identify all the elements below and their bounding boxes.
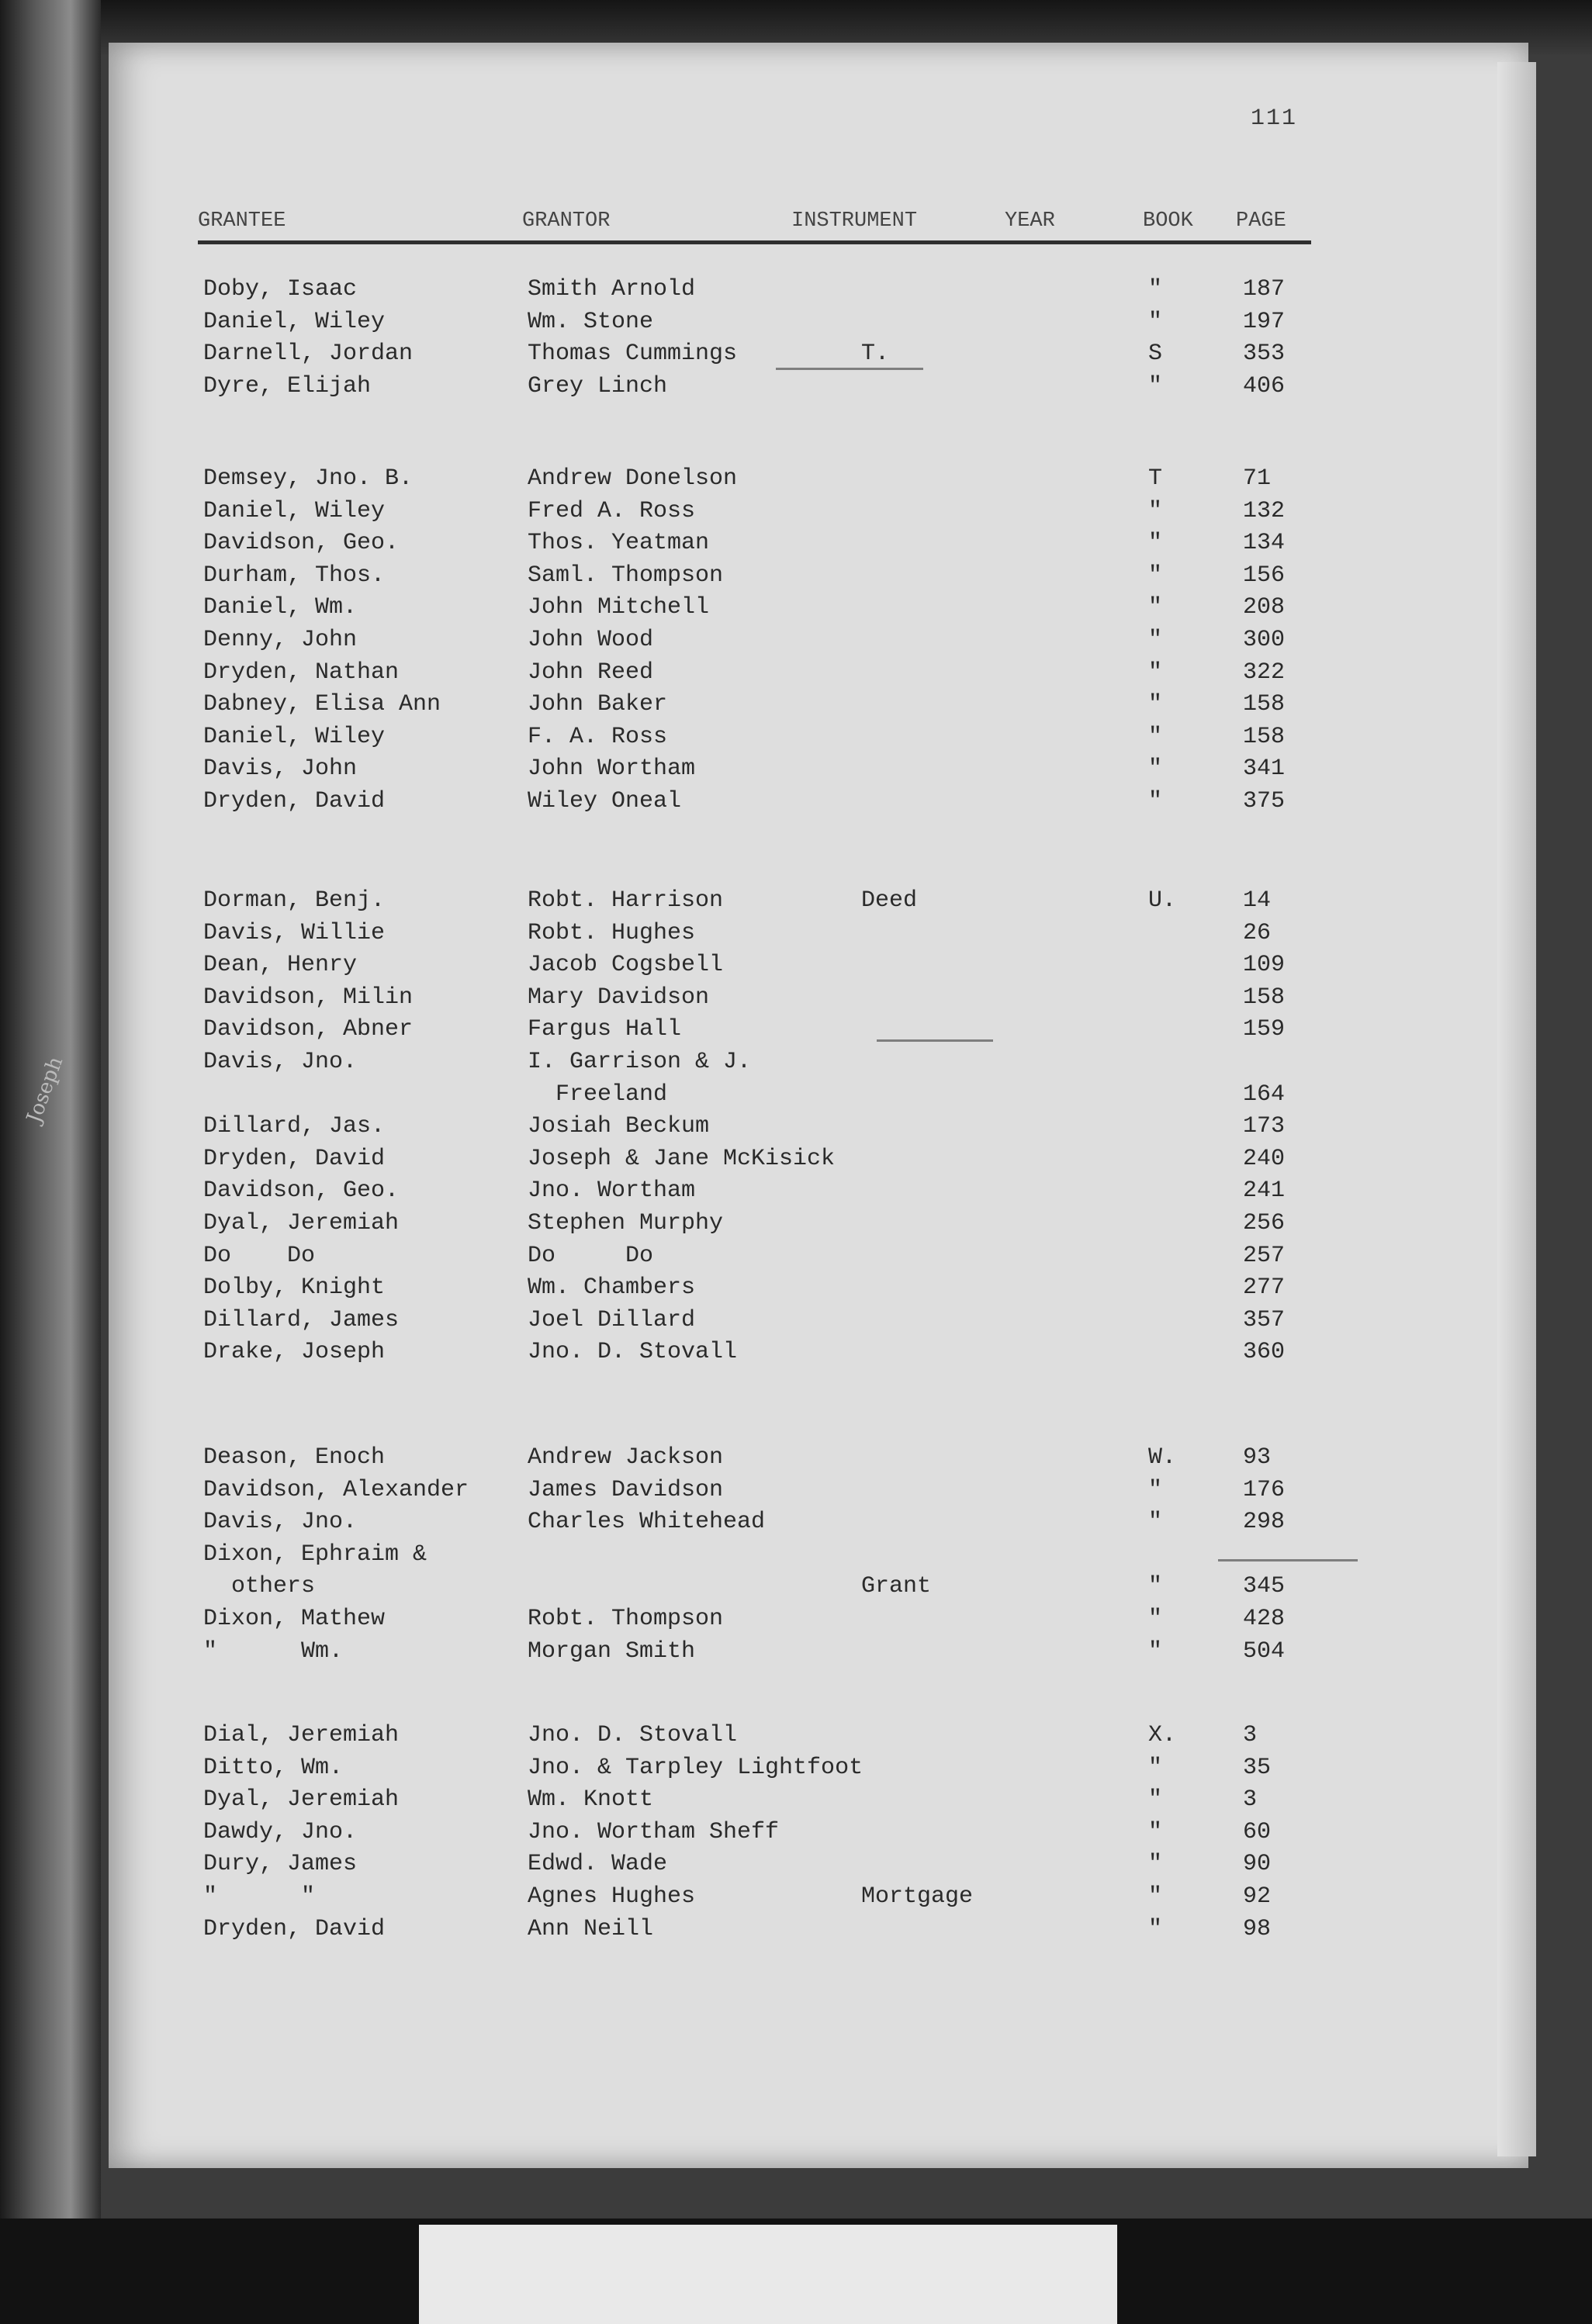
entry-page: 298 — [1243, 1509, 1286, 1536]
table-row — [0, 1339, 1592, 1370]
entry-grantor: John Mitchell — [528, 594, 710, 621]
table-row — [0, 1638, 1592, 1669]
entry-grantee: Ditto, Wm. — [203, 1754, 344, 1781]
entry-book: " — [1148, 1851, 1163, 1878]
entry-page: 256 — [1243, 1210, 1286, 1236]
entry-grantee: Deason, Enoch — [203, 1444, 386, 1471]
entry-page: 173 — [1243, 1113, 1286, 1140]
entry-grantee: Daniel, Wm. — [203, 594, 358, 621]
table-row — [0, 691, 1592, 722]
entry-book: U. — [1148, 887, 1177, 914]
table-row — [0, 1081, 1592, 1112]
entry-grantor: Jno. D. Stovall — [528, 1339, 738, 1366]
entry-grantee: Dryden, Nathan — [203, 659, 400, 686]
entry-book: " — [1148, 1509, 1163, 1536]
entry-grantor: Robt. Harrison — [528, 887, 724, 914]
entry-grantor: Grey Linch — [528, 372, 668, 399]
entry-grantee: Davis, Jno. — [203, 1509, 358, 1536]
entry-page: 357 — [1243, 1306, 1286, 1333]
entry-page: 277 — [1243, 1274, 1286, 1302]
entry-grantor: Mary Davidson — [528, 984, 710, 1011]
entry-grantor: Thomas Cummings — [528, 341, 738, 368]
entry-page: 300 — [1243, 627, 1286, 653]
entry-grantor: Wm. Stone — [528, 308, 654, 335]
entry-grantee: Dryden, David — [203, 1145, 386, 1172]
table-row — [0, 1016, 1592, 1047]
table-row — [0, 984, 1592, 1015]
entry-page: 353 — [1243, 341, 1286, 368]
table-row — [0, 1541, 1592, 1572]
entry-grantor: Do Do — [528, 1242, 654, 1269]
entry-page: 159 — [1243, 1016, 1286, 1043]
entry-page: 26 — [1243, 919, 1272, 946]
table-row — [0, 659, 1592, 690]
table-row — [0, 276, 1592, 307]
entry-grantee: Daniel, Wiley — [203, 723, 386, 750]
entry-grantor: Charles Whitehead — [528, 1509, 766, 1536]
entry-grantee: Davis, Jno. — [203, 1049, 358, 1075]
entry-grantee: Dixon, Ephraim & — [203, 1541, 427, 1568]
table-row — [0, 1274, 1592, 1306]
pencil-mark — [877, 1039, 993, 1042]
entry-book: " — [1148, 1883, 1163, 1910]
entry-grantor: Freeland — [528, 1081, 668, 1108]
entry-page: 60 — [1243, 1818, 1272, 1845]
entry-grantor: Robt. Thompson — [528, 1606, 724, 1632]
header-grantor: GRANTOR — [522, 209, 611, 233]
table-row — [0, 1851, 1592, 1882]
header-grantee: GRANTEE — [198, 209, 286, 233]
entry-grantor: John Wood — [528, 627, 654, 653]
table-row — [0, 1477, 1592, 1508]
entry-book: W. — [1148, 1444, 1177, 1471]
table-row — [0, 1113, 1592, 1144]
entry-grantee: Dabney, Elisa Ann — [203, 691, 441, 718]
entry-grantor: Fred A. Ross — [528, 497, 696, 524]
entry-grantor: F. A. Ross — [528, 723, 668, 750]
entry-grantee: Dyal, Jeremiah — [203, 1210, 400, 1236]
table-row — [0, 1722, 1592, 1753]
entry-grantor: Andrew Donelson — [528, 465, 738, 492]
entry-grantor: Agnes Hughes — [528, 1883, 696, 1910]
entry-book: " — [1148, 691, 1163, 718]
entry-book: " — [1148, 1606, 1163, 1632]
entry-page: 345 — [1243, 1573, 1286, 1600]
entry-book: " — [1148, 1476, 1163, 1503]
entry-grantee: Durham, Thos. — [203, 562, 386, 589]
table-row — [0, 530, 1592, 561]
entry-grantor: Edwd. Wade — [528, 1851, 668, 1878]
entry-book: " — [1148, 372, 1163, 399]
entry-grantor: Jno. D. Stovall — [528, 1722, 738, 1748]
entry-grantee: Dillard, Jas. — [203, 1113, 386, 1140]
entry-page: 3 — [1243, 1722, 1258, 1748]
entry-page: 93 — [1243, 1444, 1272, 1471]
entry-book: S — [1148, 341, 1163, 368]
entry-grantee: Dryden, David — [203, 1915, 386, 1942]
pencil-mark — [1218, 1559, 1358, 1561]
entry-book: " — [1148, 1818, 1163, 1845]
entry-book: " — [1148, 627, 1163, 653]
entry-page: 341 — [1243, 756, 1286, 783]
entry-grantor: Jacob Cogsbell — [528, 952, 724, 979]
entry-page: 406 — [1243, 372, 1286, 399]
entry-book: " — [1148, 723, 1163, 750]
entry-grantee: Dillard, James — [203, 1306, 400, 1333]
header-page: PAGE — [1236, 209, 1286, 233]
entry-grantee: Davidson, Geo. — [203, 1178, 400, 1205]
entry-grantor: Robt. Hughes — [528, 919, 696, 946]
entry-page: 257 — [1243, 1242, 1286, 1269]
entry-page: 90 — [1243, 1851, 1272, 1878]
entry-grantee: Davidson, Alexander — [203, 1476, 469, 1503]
entry-page: 158 — [1243, 723, 1286, 750]
entry-page: 241 — [1243, 1178, 1286, 1205]
entry-book: " — [1148, 756, 1163, 783]
entry-grantee: Daniel, Wiley — [203, 308, 386, 335]
entry-grantor: Stephen Murphy — [528, 1210, 724, 1236]
header-instrument: INSTRUMENT — [791, 209, 918, 233]
entry-book: " — [1148, 276, 1163, 303]
table-row — [0, 1819, 1592, 1850]
entry-grantor: Jno. & Tarpley Lightfoot — [528, 1754, 863, 1781]
entry-grantee: Dolby, Knight — [203, 1274, 386, 1302]
entry-grantee: Dean, Henry — [203, 952, 358, 979]
entry-book: " — [1148, 1638, 1163, 1665]
entry-grantee: Denny, John — [203, 627, 358, 653]
entry-book: " — [1148, 1754, 1163, 1781]
entry-grantee: Do Do — [203, 1242, 316, 1269]
entry-grantor: Fargus Hall — [528, 1016, 682, 1043]
entry-grantor: Saml. Thompson — [528, 562, 724, 589]
entry-instrument: Deed — [861, 887, 918, 914]
entry-grantee: Davidson, Geo. — [203, 530, 400, 557]
entry-grantee: Davidson, Abner — [203, 1016, 414, 1043]
entry-grantor: Jno. Wortham Sheff — [528, 1818, 780, 1845]
table-row — [0, 1606, 1592, 1637]
table-row — [0, 1786, 1592, 1817]
entry-page: 35 — [1243, 1754, 1272, 1781]
entry-grantor: Andrew Jackson — [528, 1444, 724, 1471]
entry-grantee: Darnell, Jordan — [203, 341, 414, 368]
table-row — [0, 1509, 1592, 1540]
entry-book: " — [1148, 1573, 1163, 1600]
entry-page: 132 — [1243, 497, 1286, 524]
entry-grantor: Jno. Wortham — [528, 1178, 696, 1205]
entry-book: " — [1148, 659, 1163, 686]
table-row — [0, 952, 1592, 983]
entry-book: X. — [1148, 1722, 1177, 1748]
table-row — [0, 1146, 1592, 1177]
entry-instrument: Grant — [861, 1573, 932, 1600]
entry-book: " — [1148, 788, 1163, 814]
table-row — [0, 1755, 1592, 1786]
entry-book: " — [1148, 497, 1163, 524]
entry-grantor: Smith Arnold — [528, 276, 696, 303]
entry-grantor: Wiley Oneal — [528, 788, 682, 814]
entry-grantor: Morgan Smith — [528, 1638, 696, 1665]
entry-grantee: Dixon, Mathew — [203, 1606, 386, 1632]
bottom-card — [419, 2225, 1117, 2324]
entry-book: " — [1148, 1915, 1163, 1942]
entry-grantee: Dyre, Elijah — [203, 372, 372, 399]
entry-grantee: Davidson, Milin — [203, 984, 414, 1011]
entry-grantee: Dawdy, Jno. — [203, 1818, 358, 1845]
entry-page: 156 — [1243, 562, 1286, 589]
page-number: 111 — [1251, 105, 1298, 132]
entry-grantor: John Baker — [528, 691, 668, 718]
entry-grantor: Joseph & Jane McKisick — [528, 1145, 836, 1172]
entry-grantee: others — [203, 1573, 316, 1600]
entry-page: 3 — [1243, 1786, 1258, 1814]
entry-grantee: Davis, John — [203, 756, 358, 783]
entry-grantee: " " — [203, 1883, 316, 1910]
entry-book: " — [1148, 562, 1163, 589]
entry-page: 164 — [1243, 1081, 1286, 1108]
entry-page: 322 — [1243, 659, 1286, 686]
table-row — [0, 920, 1592, 951]
entry-page: 360 — [1243, 1339, 1286, 1366]
entry-grantee: " Wm. — [203, 1638, 344, 1665]
entry-grantee: Daniel, Wiley — [203, 497, 386, 524]
entry-page: 71 — [1243, 465, 1272, 492]
entry-book: " — [1148, 530, 1163, 557]
margin-note: Joseph — [22, 1053, 68, 1126]
table-row — [0, 562, 1592, 593]
entry-grantor: Wm. Knott — [528, 1786, 654, 1814]
table-row — [0, 627, 1592, 658]
table-row — [0, 1049, 1592, 1080]
entry-grantor: Josiah Beckum — [528, 1113, 710, 1140]
entry-page: 197 — [1243, 308, 1286, 335]
entry-page: 98 — [1243, 1915, 1272, 1942]
table-row — [0, 309, 1592, 340]
entry-page: 134 — [1243, 530, 1286, 557]
entry-page: 240 — [1243, 1145, 1286, 1172]
entry-grantor: John Wortham — [528, 756, 696, 783]
entry-grantee: Dial, Jeremiah — [203, 1722, 400, 1748]
table-row — [0, 594, 1592, 625]
entry-instrument: T. — [861, 341, 890, 368]
table-row — [0, 465, 1592, 496]
table-row — [0, 1444, 1592, 1475]
entry-page: 187 — [1243, 276, 1286, 303]
entry-page: 92 — [1243, 1883, 1272, 1910]
entry-grantee: Doby, Isaac — [203, 276, 358, 303]
table-row — [0, 1573, 1592, 1604]
table-row — [0, 756, 1592, 787]
entry-instrument: Mortgage — [861, 1883, 974, 1910]
entry-page: 208 — [1243, 594, 1286, 621]
entry-grantee: Dury, James — [203, 1851, 358, 1878]
table-row — [0, 498, 1592, 529]
table-row — [0, 1883, 1592, 1914]
entry-page: 158 — [1243, 984, 1286, 1011]
entry-book: " — [1148, 594, 1163, 621]
entry-grantor: Wm. Chambers — [528, 1274, 696, 1302]
entry-page: 109 — [1243, 952, 1286, 979]
entry-grantor: Joel Dillard — [528, 1306, 696, 1333]
entry-grantee: Dryden, David — [203, 788, 386, 814]
entry-grantor: James Davidson — [528, 1476, 724, 1503]
table-row — [0, 1243, 1592, 1274]
entry-grantee: Drake, Joseph — [203, 1339, 386, 1366]
entry-book: T — [1148, 465, 1163, 492]
entry-page: 176 — [1243, 1476, 1286, 1503]
entry-grantor: Ann Neill — [528, 1915, 654, 1942]
table-row — [0, 1307, 1592, 1338]
entry-grantee: Dyal, Jeremiah — [203, 1786, 400, 1814]
entry-page: 428 — [1243, 1606, 1286, 1632]
table-row — [0, 887, 1592, 918]
entry-page: 14 — [1243, 887, 1272, 914]
entry-grantor: Thos. Yeatman — [528, 530, 710, 557]
entry-page: 158 — [1243, 691, 1286, 718]
table-row — [0, 1916, 1592, 1947]
table-row — [0, 1178, 1592, 1209]
header-year: YEAR — [1005, 209, 1055, 233]
table-row — [0, 724, 1592, 755]
entry-book: " — [1148, 308, 1163, 335]
table-row — [0, 788, 1592, 819]
table-row — [0, 1210, 1592, 1241]
entry-grantee: Dorman, Benj. — [203, 887, 386, 914]
entry-book: " — [1148, 1786, 1163, 1814]
entry-page: 375 — [1243, 788, 1286, 814]
table-row — [0, 373, 1592, 404]
entry-grantor: I. Garrison & J. — [528, 1049, 752, 1075]
pencil-mark — [776, 368, 923, 370]
entry-grantor: John Reed — [528, 659, 654, 686]
entry-page: 504 — [1243, 1638, 1286, 1665]
header-book: BOOK — [1143, 209, 1193, 233]
entry-grantee: Davis, Willie — [203, 919, 386, 946]
entry-grantee: Demsey, Jno. B. — [203, 465, 414, 492]
